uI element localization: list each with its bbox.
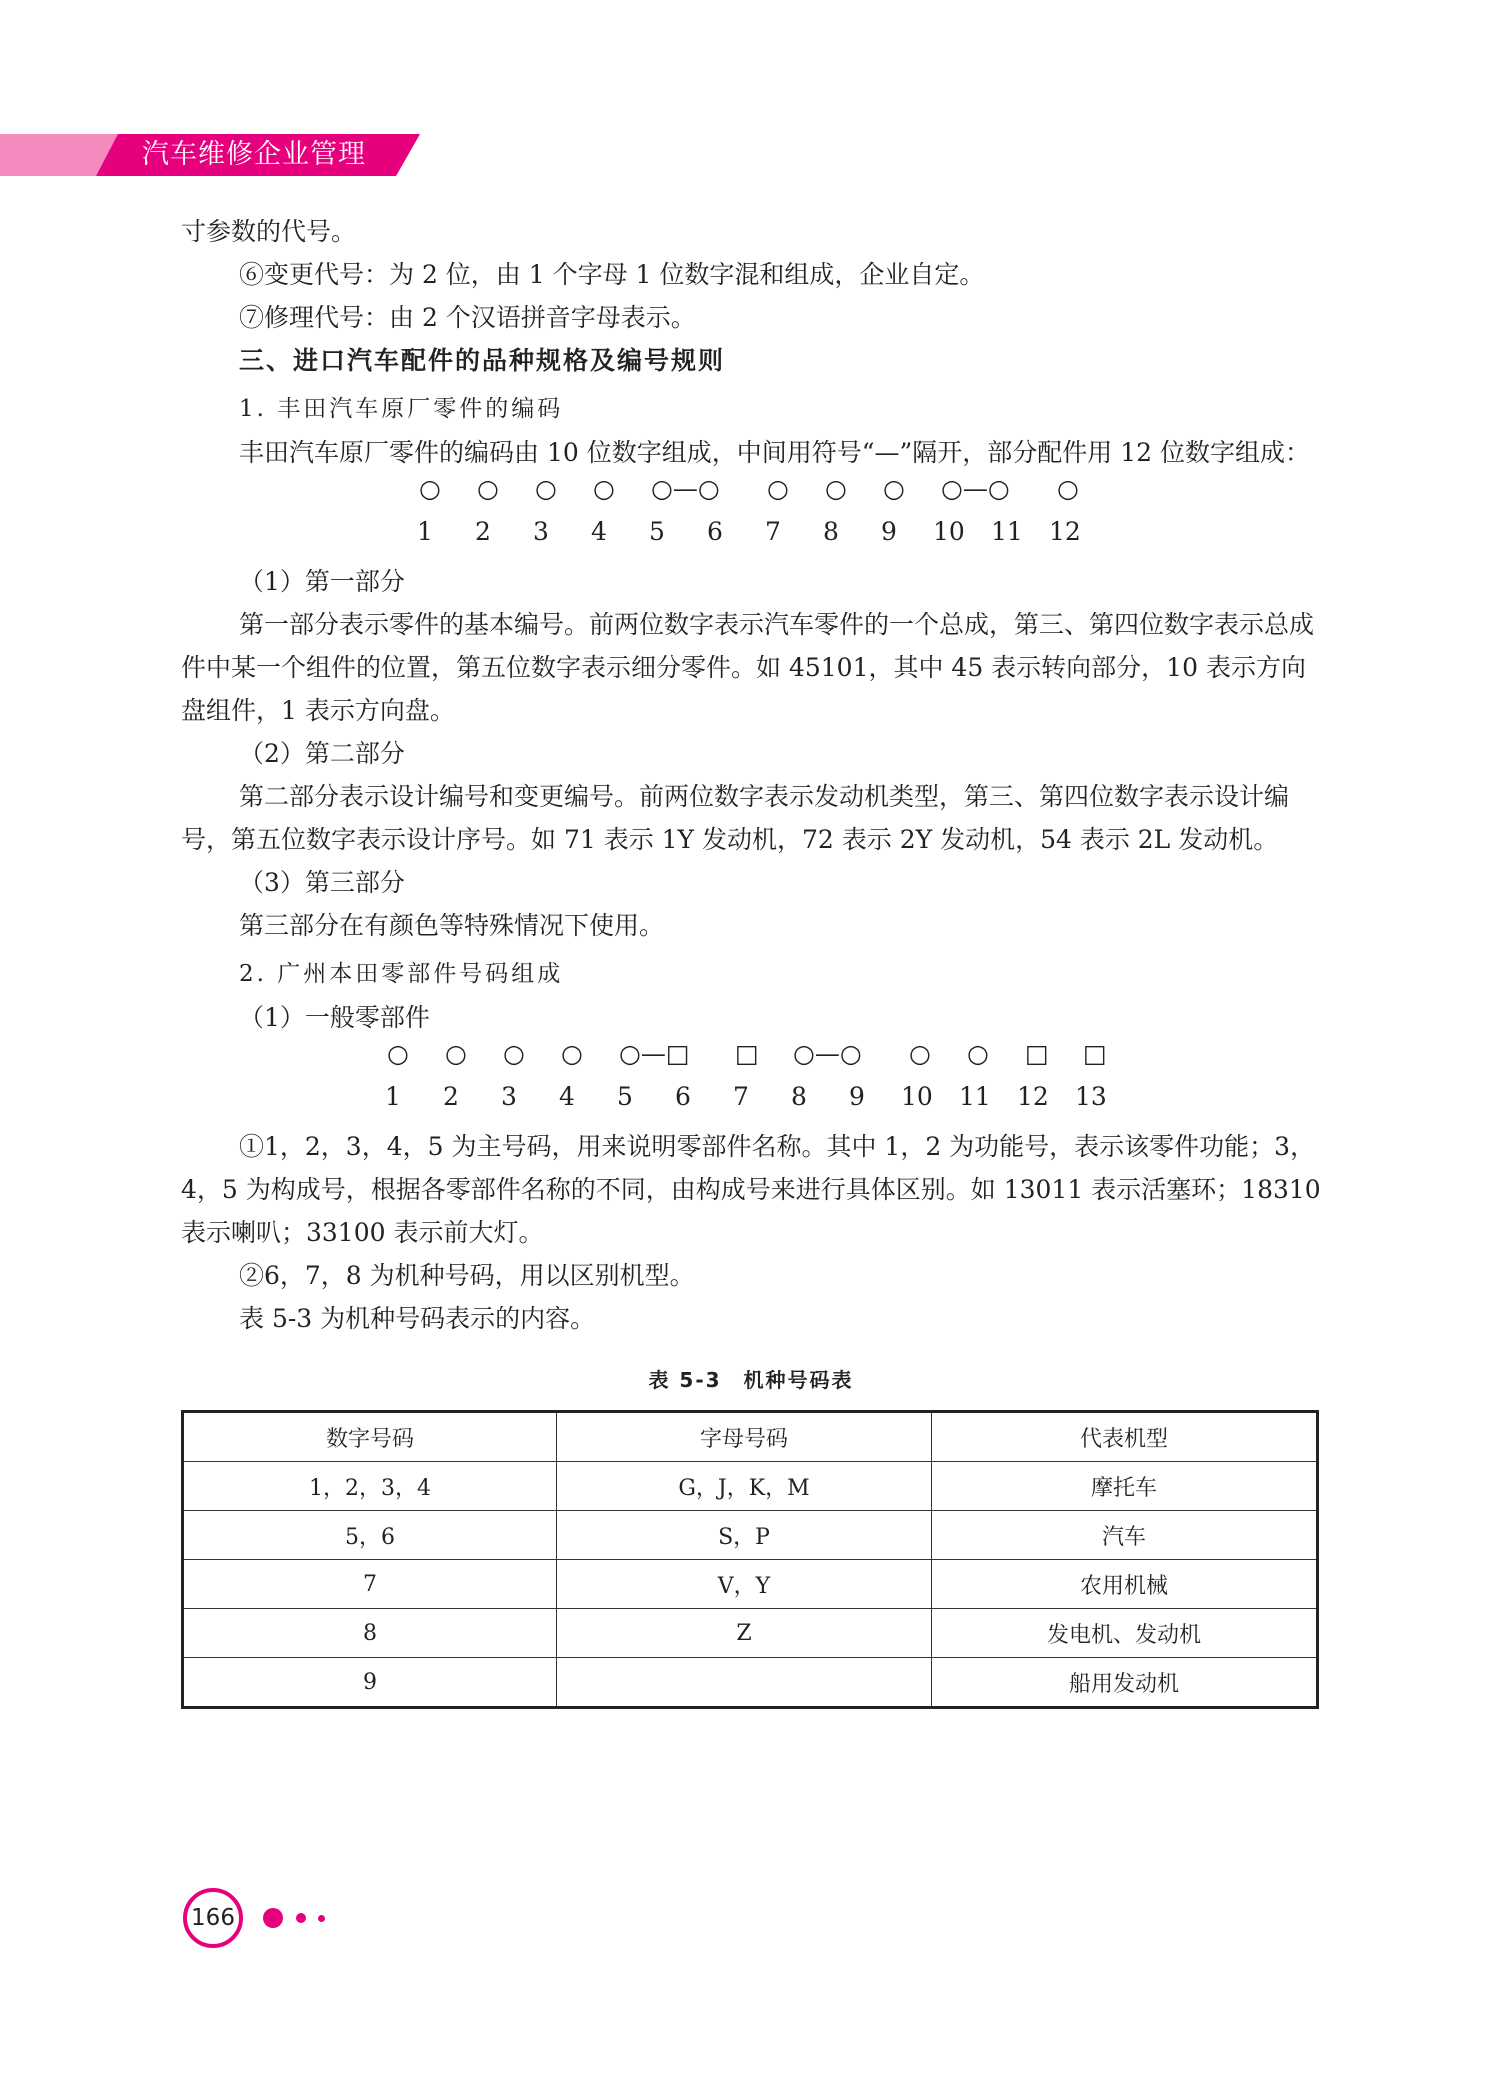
code-number: 8 — [823, 517, 839, 546]
table-cell: 船用发动机 — [932, 1658, 1318, 1708]
table-row — [183, 1560, 1318, 1609]
code-number: 1 — [385, 1082, 401, 1111]
code-symbol: ○ — [967, 1039, 989, 1068]
table-reference-paragraph: 表 5-3 为机种号码表示的内容。 — [239, 1304, 596, 1333]
code-number: 9 — [849, 1082, 865, 1111]
code-symbol: ○ — [593, 474, 615, 503]
code-number: 13 — [1075, 1082, 1107, 1111]
code-number: 6 — [675, 1082, 691, 1111]
code-number: 2 — [475, 517, 491, 546]
code-number: 5 — [649, 517, 665, 546]
code-symbol: ○ — [445, 1039, 467, 1068]
repair-code-item: ⑦修理代号：由 2 个汉语拼音字母表示。 — [239, 303, 696, 332]
table-cell: 5，6 — [183, 1511, 557, 1560]
toyota-code-numbers — [181, 517, 1321, 560]
code-number: 10 — [933, 517, 965, 546]
change-code-item: ⑥变更代号：为 2 位，由 1 个字母 1 位数字混和组成，企业自定。 — [239, 260, 985, 289]
code-number: 3 — [533, 517, 549, 546]
code-symbol: ○ — [767, 474, 789, 503]
main-number-paragraph: ①1，2，3，4，5 为主号码，用来说明零部件名称。其中 1，2 为功能号，表示该零件功能；3，4，5 为构成号，根据各零部件名称的不同，由构成号来进行具体区别。如 13011 表示活塞环；18310 表示喇叭；33100 表示前大灯。 — [181, 1132, 1321, 1247]
code-number: 9 — [881, 517, 897, 546]
paragraph-line: 寸参数的代号。 — [181, 217, 357, 246]
code-number: 5 — [617, 1082, 633, 1111]
model-code-table — [181, 1410, 1319, 1709]
code-symbol: ○ — [477, 474, 499, 503]
table-header-row — [183, 1412, 1318, 1462]
table-header-cell: 字母号码 — [557, 1412, 932, 1462]
code-number: 11 — [959, 1082, 991, 1111]
code-symbol: □ — [1083, 1039, 1107, 1068]
table-cell: 发电机、发动机 — [932, 1609, 1318, 1658]
part3-paragraph: 第三部分在有颜色等特殊情况下使用。 — [239, 911, 665, 940]
code-number: 11 — [991, 517, 1023, 546]
table-header-cell: 代表机型 — [932, 1412, 1318, 1462]
table-cell: G，J，K，M — [557, 1462, 932, 1511]
table-caption: 表 5-3 机种号码表 — [648, 1368, 854, 1392]
table-cell — [557, 1658, 932, 1708]
code-number: 7 — [765, 517, 781, 546]
honda-code-symbols — [181, 1039, 1321, 1082]
table-cell: V，Y — [557, 1560, 932, 1609]
table-cell: S，P — [557, 1511, 932, 1560]
table-cell: 7 — [183, 1560, 557, 1609]
table-row — [183, 1511, 1318, 1560]
code-symbol: ○—□ — [619, 1039, 690, 1068]
decorative-dot — [263, 1908, 283, 1928]
toyota-code-symbols — [181, 474, 1321, 517]
page-number: 166 — [183, 1888, 243, 1948]
decorative-dot — [318, 1915, 325, 1922]
code-symbol: ○ — [561, 1039, 583, 1068]
code-number: 4 — [559, 1082, 575, 1111]
part1-paragraph: 第一部分表示零件的基本编号。前两位数字表示汽车零件的一个总成，第三、第四位数字表示总成件中某一个组件的位置，第五位数字表示细分零件。如 45101，其中 45 表示转向部分，10 表示方向盘组件，1 表示方向盘。 — [181, 610, 1315, 725]
page-number-badge — [183, 1888, 343, 1954]
table-row — [183, 1609, 1318, 1658]
section-heading: 三、进口汽车配件的品种规格及编号规则 — [239, 346, 726, 375]
code-number: 3 — [501, 1082, 517, 1111]
code-symbol: ○ — [825, 474, 847, 503]
toyota-intro-paragraph: 丰田汽车原厂零件的编码由 10 位数字组成，中间用符号“—”隔开，部分配件用 12 位数字组成： — [239, 438, 1310, 467]
part-title: （3）第三部分 — [239, 868, 405, 897]
code-symbol: □ — [735, 1039, 759, 1068]
table-row — [183, 1658, 1318, 1708]
table-header-cell: 数字号码 — [183, 1412, 557, 1462]
code-symbol: ○—○ — [651, 474, 720, 503]
honda-code-numbers — [181, 1082, 1321, 1125]
code-symbol: ○ — [1057, 474, 1079, 503]
code-number: 10 — [901, 1082, 933, 1111]
table-cell: 9 — [183, 1658, 557, 1708]
table-cell: 8 — [183, 1609, 557, 1658]
code-symbol: ○—○ — [941, 474, 1010, 503]
table-row — [183, 1462, 1318, 1511]
page-body — [181, 210, 1321, 1709]
code-number: 2 — [443, 1082, 459, 1111]
part-title: （1）第一部分 — [239, 567, 405, 596]
code-symbol: ○ — [503, 1039, 525, 1068]
code-symbol: □ — [1025, 1039, 1049, 1068]
table-cell: 1，2，3，4 — [183, 1462, 557, 1511]
code-number: 6 — [707, 517, 723, 546]
code-number: 1 — [417, 517, 433, 546]
table-cell: 摩托车 — [932, 1462, 1318, 1511]
subsection-heading: 2. 广州本田零部件号码组成 — [239, 961, 564, 987]
subsection-heading: 1. 丰田汽车原厂零件的编码 — [239, 396, 564, 422]
code-number: 7 — [733, 1082, 749, 1111]
code-number: 12 — [1049, 517, 1081, 546]
code-number: 12 — [1017, 1082, 1049, 1111]
table-cell: 农用机械 — [932, 1560, 1318, 1609]
code-symbol: ○ — [535, 474, 557, 503]
code-symbol: ○ — [909, 1039, 931, 1068]
decorative-dot — [296, 1913, 306, 1923]
code-symbol: ○ — [387, 1039, 409, 1068]
table-cell: Z — [557, 1609, 932, 1658]
code-number: 8 — [791, 1082, 807, 1111]
part-title: （1）一般零部件 — [239, 1003, 430, 1032]
running-header-title: 汽车维修企业管理 — [142, 139, 366, 170]
code-number: 4 — [591, 517, 607, 546]
code-symbol: ○ — [883, 474, 905, 503]
model-number-paragraph: ②6，7，8 为机种号码，用以区别机型。 — [239, 1261, 695, 1290]
table-cell: 汽车 — [932, 1511, 1318, 1560]
code-symbol: ○—○ — [793, 1039, 862, 1068]
part2-paragraph: 第二部分表示设计编号和变更编号。前两位数字表示发动机类型，第三、第四位数字表示设计编号，第五位数字表示设计序号。如 71 表示 1Y 发动机，72 表示 2Y 发动机，54 表示 2L 发动机。 — [181, 782, 1290, 854]
part-title: （2）第二部分 — [239, 739, 405, 768]
code-symbol: ○ — [419, 474, 441, 503]
